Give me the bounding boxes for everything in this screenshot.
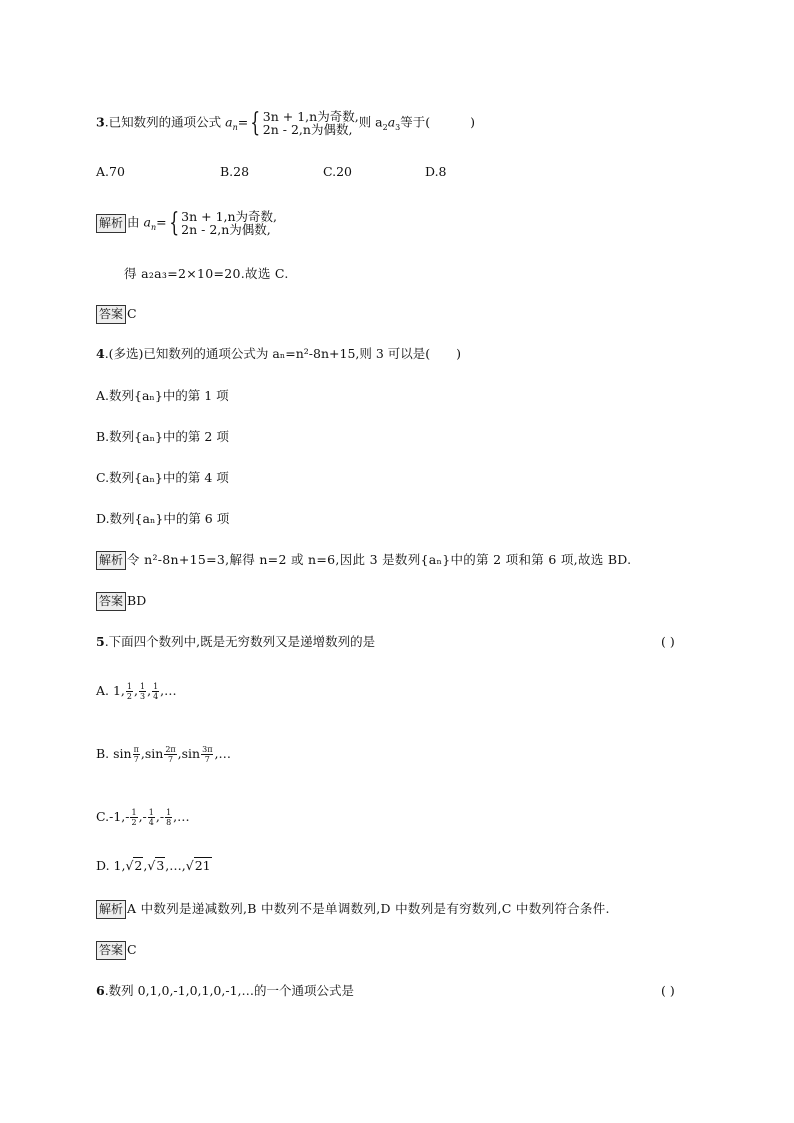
q3-eq: =	[237, 114, 249, 130]
q5-option-b	[96, 745, 231, 764]
q3-analysis-eq: =	[156, 214, 167, 230]
q5-optB-frac-3	[201, 745, 213, 764]
q4-answer	[96, 592, 146, 611]
q5-analysis	[96, 900, 610, 919]
answer-label: 答案	[96, 941, 126, 960]
sqrt-symbol: √2	[125, 858, 143, 873]
q5-optB-sin: ,sin	[140, 746, 164, 761]
q5-analysis-text: A 中数列是递减数列,B 中数列不是单调数列,D 中数列是有穷数列,C 中数列符合条件.	[127, 901, 610, 916]
q4-option-b: B.数列{aₙ}中的第 2 项	[96, 429, 229, 444]
q6-stem-text: .数列 0,1,0,-1,0,1,0,-1,…的一个通项公式是	[104, 983, 355, 998]
q4-stem-text: .(多选)已知数列的通项公式为 aₙ=n²-8n+15,则 3 可以是(	[104, 346, 431, 361]
q3-sub3: 3	[395, 123, 401, 132]
q5-optC-suffix: ,…	[173, 809, 190, 824]
analysis-label: 解析	[96, 551, 126, 570]
frac-num: 1	[148, 808, 154, 817]
q3-analysis-cases	[181, 210, 277, 236]
q3-sub2: 2	[382, 123, 388, 132]
q5-optA-suffix: ,…	[160, 683, 177, 698]
frac-den: 4	[153, 692, 159, 701]
q5-number: 5	[96, 634, 105, 649]
q4-number: 4	[96, 346, 105, 361]
sqrt-radicand: 3	[156, 858, 165, 873]
q3-ending: 等于(	[400, 114, 431, 130]
q3-analysis-case1: 3n + 1,n为奇数,	[181, 209, 278, 224]
frac-den: 4	[148, 818, 154, 827]
q5-option-c	[96, 808, 190, 827]
q5-paren: ( )	[661, 634, 675, 649]
q3-option-d: D.8	[425, 164, 447, 179]
frac-num: π	[133, 745, 139, 754]
q5-optC-prefix: C.-1,-	[96, 809, 130, 824]
q3-n-sub: n	[232, 123, 238, 132]
q3-analysis-prefix: 由	[127, 214, 144, 230]
frac-den: 7	[204, 755, 210, 764]
q4-paren-close: )	[456, 346, 462, 361]
q3-stem-suffix: 则 a	[358, 114, 383, 130]
q5-optC-sep: ,-	[138, 809, 147, 824]
sqrt-radicand: 2	[134, 858, 143, 873]
q3-analysis-case2: 2n - 2,n为偶数,	[181, 222, 271, 237]
frac-num: 2π	[165, 745, 176, 754]
q3-option-b: B.28	[220, 164, 250, 179]
q3-a: a	[225, 114, 233, 130]
frac-den: 2	[126, 692, 132, 701]
q3-stem	[96, 110, 475, 136]
q6-number: 6	[96, 983, 105, 998]
q4-analysis	[96, 551, 631, 570]
q6-stem	[96, 983, 354, 999]
frac-den: 3	[139, 692, 146, 701]
q3-stem-text: .已知数列的通项公式	[104, 114, 226, 130]
q5-answer	[96, 941, 137, 960]
q5-optB-frac-2	[164, 745, 176, 764]
frac-num: 1	[166, 808, 172, 817]
frac-den: 7	[133, 755, 139, 764]
q3-answer-value: C	[127, 306, 137, 321]
q3-brace: {	[250, 108, 261, 138]
q5-optA-frac-3	[152, 682, 159, 701]
frac-num: 1	[139, 682, 146, 691]
q4-option-c: C.数列{aₙ}中的第 4 项	[96, 470, 229, 485]
answer-label: 答案	[96, 305, 126, 324]
q5-stem	[96, 634, 375, 650]
q4-stem	[96, 346, 461, 362]
q4-option-a: A.数列{aₙ}中的第 1 项	[96, 388, 229, 403]
q3-number: 3	[96, 114, 105, 130]
q3-a3: a	[387, 114, 396, 130]
q3-case2: 2n - 2,n为偶数,	[262, 122, 353, 137]
q4-option-d: D.数列{aₙ}中的第 6 项	[96, 511, 230, 526]
q3-case1: 3n + 1,n为奇数,	[262, 109, 359, 124]
sqrt-symbol: √3	[147, 858, 165, 873]
frac-den: 7	[167, 755, 174, 764]
q3-answer	[96, 305, 137, 324]
answer-label: 答案	[96, 592, 126, 611]
q5-stem-text: .下面四个数列中,既是无穷数列又是递增数列的是	[104, 634, 376, 649]
sqrt-radicand: 21	[194, 858, 211, 873]
q3-analysis-n: n	[150, 223, 157, 232]
q5-optA-prefix: A. 1,	[96, 683, 125, 698]
q3-analysis	[96, 210, 277, 236]
q3-option-a: A.70	[96, 164, 125, 179]
q4-answer-value: BD	[127, 593, 147, 608]
q3-option-c: C.20	[323, 164, 352, 179]
q5-optC-frac-3	[165, 808, 172, 827]
q5-optD-prefix: D. 1,	[96, 858, 126, 873]
q5-optC-sep: ,-	[155, 809, 165, 824]
q3-analysis-brace: {	[168, 208, 179, 238]
frac-den: 8	[166, 818, 172, 827]
q5-option-a: A. 1, $\frac{1}{2}$ , $\frac{1}{3}$ , $\frac{1}{4}$ ,…	[96, 682, 177, 701]
q4-analysis-text: 令 n²-8n+15=3,解得 n=2 或 n=6,因此 3 是数列{aₙ}中的第 2 项和第 6 项,故选 BD.	[127, 552, 632, 567]
q5-optC-frac-1	[130, 808, 137, 827]
frac-num: 1	[153, 682, 159, 691]
q5-optB-frac-1	[133, 745, 140, 764]
q5-optB-suffix: ,…	[214, 746, 231, 761]
q5-answer-value: C	[127, 942, 137, 957]
frac-num: 1	[126, 682, 132, 691]
frac-num: 3π	[202, 745, 213, 754]
q5-optD-ellipsis: ,…,	[165, 858, 186, 873]
q5-optC-frac-2	[148, 808, 155, 827]
q5-optA-frac-1	[126, 682, 133, 701]
frac-den: 2	[131, 818, 137, 827]
q3-analysis-line2: 得 a₂a₃=2×10=20.故选 C.	[124, 266, 289, 281]
q3-paren-close: )	[470, 114, 476, 130]
frac-num: 1	[131, 808, 137, 817]
analysis-label: 解析	[96, 214, 126, 233]
analysis-label: 解析	[96, 900, 126, 919]
q5-option-d: D. 1,√2,√3,…,√21	[96, 858, 211, 873]
q3-analysis-a: a	[143, 214, 151, 230]
q3-cases	[263, 110, 359, 136]
q5-optA-frac-2	[139, 682, 146, 701]
q5-optB-prefix: B. sin	[96, 746, 132, 761]
q6-paren: ( )	[661, 983, 675, 998]
sqrt-symbol: √21	[185, 858, 211, 873]
q5-optB-sin: ,sin	[177, 746, 201, 761]
